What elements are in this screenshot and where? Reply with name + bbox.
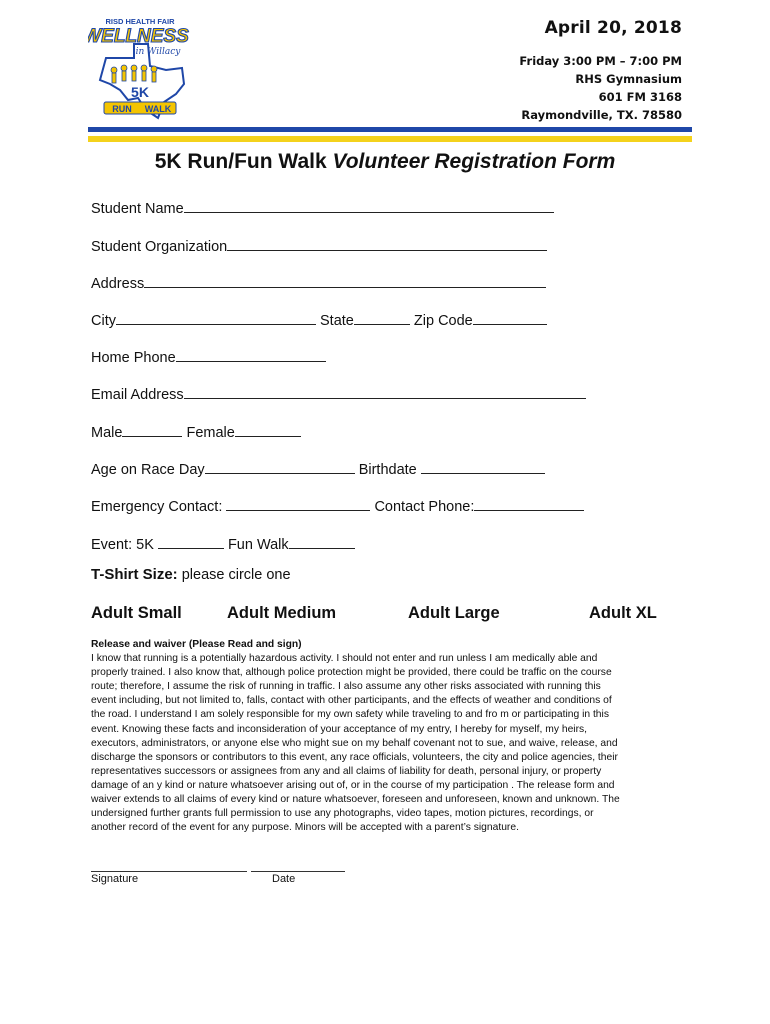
home-phone-label: Home Phone (91, 350, 176, 366)
waiver-line: another record of the event for any purpose. Minors will be accepted with a parent’s signature. (91, 822, 519, 834)
state-label: State (320, 313, 354, 329)
waiver-line: properly trained. I also know that, although police protection might be provided, there could be traffic on the course (91, 667, 612, 679)
fun-walk-label: Fun Walk (227, 537, 289, 553)
age-label: Age on Race Day (91, 462, 205, 478)
logo-script-text: in Willacy (135, 47, 181, 57)
state-field[interactable] (354, 310, 410, 325)
waiver-line: waiver extends to all claims of every kind or nature whatsoever, foreseen and unforeseen, known and unknown. The (91, 794, 620, 806)
contact-phone-label: Contact Phone: (374, 499, 475, 515)
student-org-label: Student Organization (91, 239, 228, 255)
event-choice-row (91, 534, 355, 553)
city-state-zip-row (91, 310, 547, 329)
waiver-line: event including, but not limited to, falls, contact with other participants, and the effects of weather and conditions of (91, 695, 612, 707)
event-date: April 20, 2018 (544, 18, 682, 38)
emergency-row (91, 496, 584, 515)
waiver-line: representatives successors or assignees from any and all claims of liability for death, personal injury, or property (91, 765, 602, 777)
date-field[interactable] (251, 871, 345, 872)
email-field[interactable] (184, 384, 586, 399)
waiver-line: route; therefore, I assume the risk of running in traffic. I also assume any other risks associated with running this (91, 681, 601, 693)
city-label: City (91, 313, 116, 329)
event-info (519, 18, 682, 124)
age-field[interactable] (205, 459, 355, 474)
header-rule-gold (88, 136, 692, 142)
address-label: Address (91, 276, 145, 292)
email-label: Email Address (91, 387, 184, 403)
event-time: Friday 3:00 PM – 7:00 PM (519, 54, 682, 68)
header-rule-blue (88, 127, 692, 132)
tshirt-hint: please circle one (181, 567, 291, 583)
form-title-plain: 5K Run/Fun Walk (154, 150, 333, 173)
zip-label: Zip Code (413, 313, 473, 329)
logo-walk-text: WALK (144, 104, 172, 114)
email-row (91, 384, 586, 403)
age-birthdate-row (91, 459, 545, 478)
waiver-line: I know that running is a potentially hazardous activity. I should not enter and run unless I am medically able and (91, 653, 598, 665)
tshirt-label: T-Shirt Size: (91, 566, 178, 583)
zip-field[interactable] (473, 310, 547, 325)
logo-brand-text: WELLNESS (88, 26, 189, 47)
home-phone-field[interactable] (176, 347, 326, 362)
address-row (91, 273, 546, 292)
size-adult-large[interactable]: Adult Large (408, 604, 500, 622)
waiver-line: event. Knowing these facts and inconsideration of your acceptance of my entry, I hereby for myself, my heirs, (91, 723, 588, 735)
signature-field[interactable] (91, 871, 247, 872)
emergency-label: Emergency Contact: (91, 499, 223, 515)
event-street: 601 FM 3168 (598, 90, 682, 104)
fun-walk-field[interactable] (289, 534, 355, 549)
tshirt-row (91, 566, 291, 583)
student-org-row (91, 236, 547, 255)
waiver-title: Release and waiver (Please Read and sign) (91, 639, 302, 650)
form-title-italic: Volunteer Registration Form (332, 150, 616, 173)
male-field[interactable] (122, 422, 182, 437)
city-field[interactable] (116, 310, 316, 325)
female-label: Female (186, 425, 235, 441)
date-label: Date (272, 873, 296, 885)
male-label: Male (91, 425, 123, 441)
home-phone-row (91, 347, 326, 366)
waiver-line: damage of an y kind or nature whatsoever arising out of, or in the course of my participation . The release form and (91, 779, 615, 791)
logo-top-text: RISD HEALTH FAIR (105, 17, 175, 26)
size-adult-xl[interactable]: Adult XL (589, 604, 657, 622)
student-name-row (91, 198, 554, 217)
student-org-field[interactable] (227, 236, 547, 251)
gender-row (91, 422, 301, 441)
waiver-section (91, 638, 681, 835)
waiver-line: discharge the sponsors or contributors to this event, any race officials, volunteers, the city and police agencies, their (91, 751, 618, 763)
size-adult-small[interactable]: Adult Small (91, 604, 182, 622)
size-adult-medium[interactable]: Adult Medium (227, 604, 337, 622)
student-name-label: Student Name (91, 201, 184, 217)
logo-run-text: RUN (112, 104, 132, 114)
event-venue: RHS Gymnasium (575, 72, 682, 86)
address-field[interactable] (144, 273, 546, 288)
logo-5k-text: 5K (131, 84, 149, 100)
female-field[interactable] (235, 422, 301, 437)
waiver-line: executors, administrators, or anyone else who might sue on my behalf covenant not to sue, and waive, release, and (91, 737, 618, 749)
signature-label: Signature (91, 873, 139, 885)
birthdate-field[interactable] (421, 459, 545, 474)
waiver-line: the road. I understand I am solely responsible for my own safety while traveling to and fro m or participating in this (91, 709, 609, 721)
wellness-logo (88, 14, 192, 124)
event-5k-field[interactable] (158, 534, 224, 549)
contact-phone-field[interactable] (474, 496, 584, 511)
waiver-line: undersigned further grants full permission to use any photographs, video tapes, motion pictures, recordings, or (91, 808, 594, 820)
event-city: Raymondville, TX. 78580 (521, 108, 682, 122)
event-5k-label: Event: 5K (91, 537, 154, 553)
emergency-field[interactable] (226, 496, 370, 511)
form-title (0, 150, 770, 174)
birthdate-label: Birthdate (358, 462, 417, 478)
student-name-field[interactable] (184, 198, 554, 213)
